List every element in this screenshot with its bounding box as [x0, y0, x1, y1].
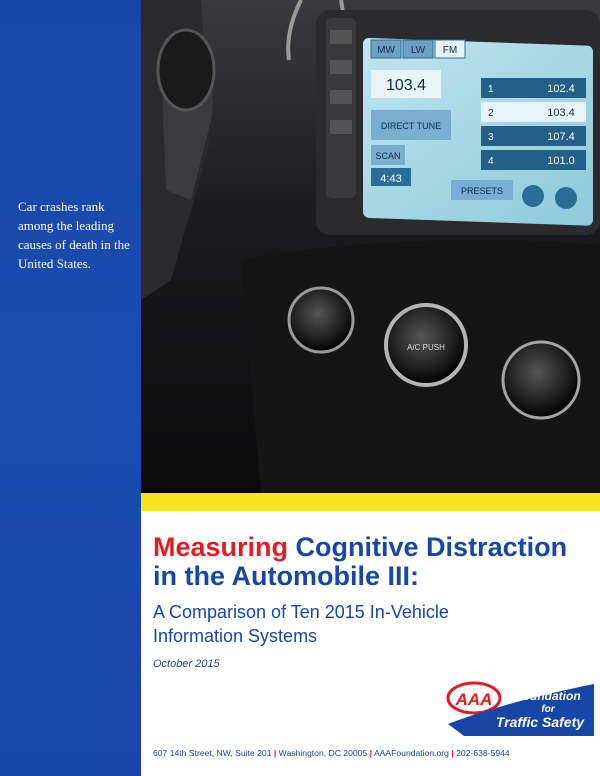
- info-icon[interactable]: [522, 185, 544, 207]
- direct-tune-button[interactable]: DIRECT TUNE: [380, 121, 442, 131]
- footer-separator: |: [451, 748, 454, 758]
- cover-photo-dashboard: [141, 0, 600, 493]
- preset-freq[interactable]: 107.4: [547, 131, 575, 143]
- presets-button[interactable]: PRESETS: [460, 186, 504, 196]
- knob-label: A/C PUSH: [407, 343, 445, 352]
- search-icon[interactable]: [555, 187, 577, 209]
- footer-separator: |: [369, 748, 373, 758]
- logo-line-for: for: [541, 704, 555, 715]
- footer-city: Washington, DC 20005: [278, 748, 368, 758]
- footer-phone: 202-638-5944: [456, 748, 510, 758]
- preset-freq[interactable]: 103.4: [547, 107, 575, 119]
- clock-readout: 4:43: [380, 173, 402, 185]
- fan-knob[interactable]: [289, 288, 353, 352]
- logo-line-foundation: Foundation: [515, 689, 581, 703]
- footer-contact: [153, 748, 598, 758]
- frequency-readout: 103.4: [385, 77, 427, 94]
- logo-mark: AAA: [455, 690, 493, 709]
- logo-line-traffic-safety: Traffic Safety: [495, 714, 585, 730]
- title-main-text: Cognitive Distraction in the Automobile III:: [153, 532, 568, 591]
- band-fm[interactable]: FM: [442, 45, 458, 56]
- vent-mode-knob[interactable]: [503, 342, 579, 418]
- aaa-foundation-logo: [444, 676, 594, 740]
- preset-freq[interactable]: 102.4: [547, 83, 575, 95]
- sidebar-panel: [0, 0, 141, 776]
- dashboard-illustration: [141, 0, 600, 493]
- publication-date: October 2015: [153, 658, 220, 670]
- preset-freq[interactable]: 101.0: [547, 155, 575, 167]
- band-lw[interactable]: LW: [410, 45, 426, 56]
- band-mw[interactable]: MW: [377, 45, 395, 56]
- yellow-divider-band: [141, 493, 600, 511]
- report-subtitle: A Comparison of Ten 2015 In-Vehicle Information Systems: [153, 602, 449, 646]
- preset-num: 3: [488, 132, 494, 143]
- sidebar-quote: Car crashes rank among the leading causes of death in the United States.: [18, 199, 130, 271]
- report-title: [153, 533, 593, 591]
- preset-num: 1: [488, 84, 494, 95]
- title-accent-word: Measuring: [153, 532, 289, 562]
- preset-num: 2: [488, 108, 494, 119]
- footer-separator: |: [273, 748, 277, 758]
- preset-num: 4: [488, 156, 494, 167]
- footer-website-link[interactable]: AAAFoundation.org: [373, 748, 449, 758]
- footer-address: 607 14th Street, NW, Suite 201: [153, 748, 272, 758]
- scan-button[interactable]: SCAN: [375, 151, 401, 161]
